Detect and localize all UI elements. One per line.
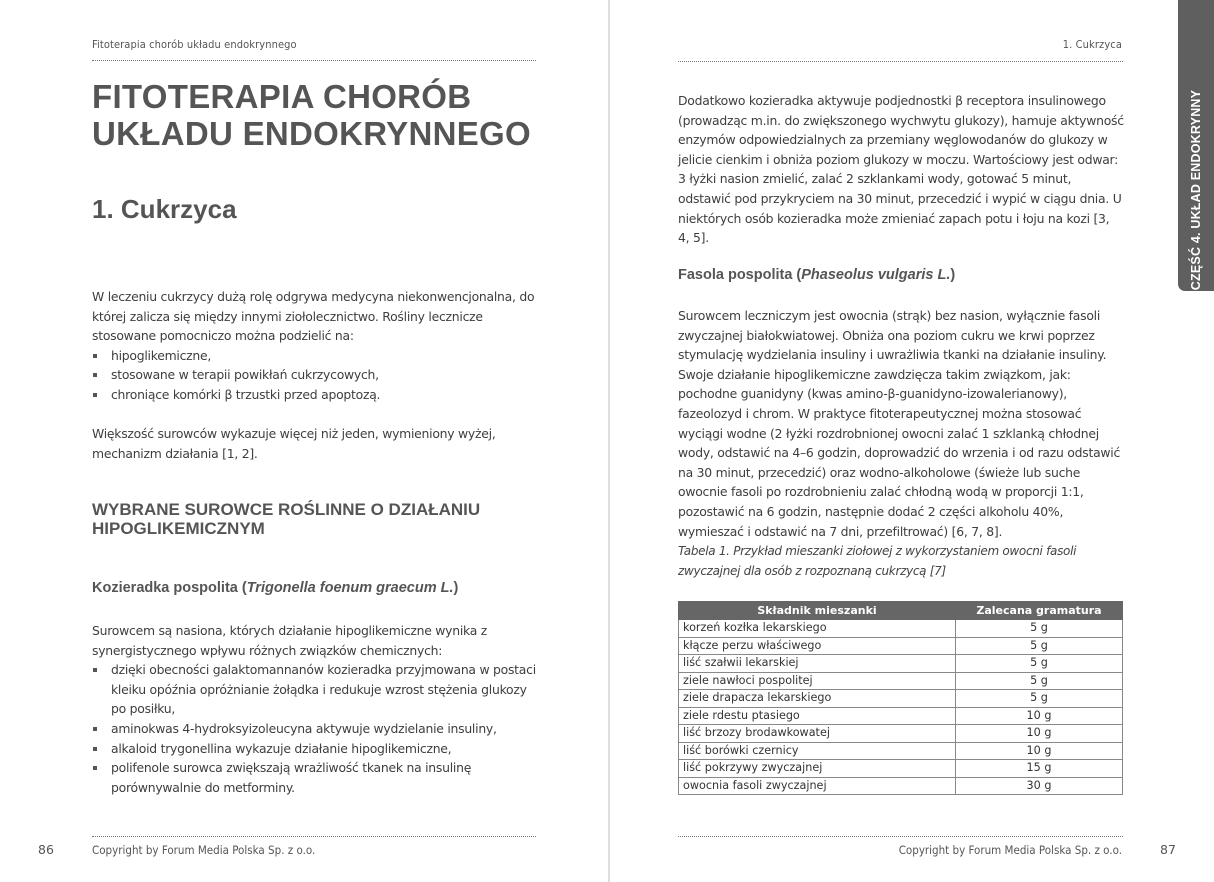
copyright-footer: Copyright by Forum Media Polska Sp. z o.o. [92, 843, 316, 857]
list-item: dzięki obecności galaktomannanów kozieradka przyjmowana w postaci kleiku opóźnia opróżnianie żołądka i redukuje wzrost stężenia glukozy po posiłku, [92, 660, 538, 719]
herbal-mix-table [678, 601, 1123, 795]
page-number: 87 [1160, 842, 1176, 857]
dose-cell: 5 g [956, 672, 1123, 690]
table-row [679, 725, 1123, 743]
subsection-heading-line-2: HIPOGLIKEMICZNYM [92, 519, 265, 538]
intro-note: Większość surowców wykazuje więcej niż jeden, wymieniony wyżej, mechanizm działania [1, 2]. [92, 426, 496, 461]
ingredient-cell: owocnia fasoli zwyczajnej [679, 777, 956, 795]
running-head: 1. Cukrzyca [1062, 38, 1122, 51]
plant-heading-fasola [678, 267, 955, 283]
ingredient-cell: korzeń kozłka lekarskiego [679, 620, 956, 638]
section-thumb-tab [1178, 0, 1214, 291]
table-row [679, 777, 1123, 795]
header-divider [678, 61, 1123, 62]
ingredient-cell: ziele drapacza lekarskiego [679, 690, 956, 708]
plant-latin-name: Phaseolus vulgaris L. [801, 267, 951, 283]
ingredient-cell: liść borówki czernicy [679, 742, 956, 760]
ingredient-cell: kłącze perzu właściwego [679, 637, 956, 655]
ingredient-cell: ziele rdestu ptasiego [679, 707, 956, 725]
kozieradka-paragraph: Surowcem są nasiona, których działanie hipoglikemiczne wynika z synergistycznego wpływu różnych związków chemicznych: [92, 623, 488, 658]
dose-cell: 10 g [956, 742, 1123, 760]
dose-cell: 5 g [956, 690, 1123, 708]
copyright-footer: Copyright by Forum Media Polska Sp. z o.o. [898, 843, 1122, 857]
plant-name: Fasola pospolita ( [678, 267, 802, 283]
ingredient-cell: liść szałwii lekarskiej [679, 655, 956, 673]
table-row [679, 707, 1123, 725]
chapter-title-line-1: FITOTERAPIA CHORÓB [92, 78, 472, 115]
list-item: aminokwas 4-hydroksyizoleucyna aktywuje wydzielanie insuliny, [92, 719, 538, 739]
list-item: polifenole surowca zwiększają wrażliwość tkanek na insulinę porównywalnie do metforminy. [92, 758, 538, 797]
fasola-paragraph: Surowcem leczniczym jest owocnia (strąk) bez nasion, wyłącznie fasoli zwyczajnej białokwiatowej. Obniża ona poziom cukru we krwi poprzez stymulację wydzielania insuliny i uwrażliwia tkanki na działanie insuliny. Swoje działanie hipoglikemiczne zawdzięcza takim związkom, jak: pochodne guanidyny (kwas amino-β-guanidyno-izowalerianowy), fazeolozyd i chrom. W praktyce fitoterapeutycznej można stosować wyciągi wodne (2 łyżki rozdrobnionej owocni zalać 1 szklanką chłodnej wody, odstawić na 4–6 godzin, doprowadzić do wrzenia i od razu odstawić na 30 minut, przecedzić) oraz wodno-alkoholowe (świeże lub suche owocnie fasoli po rozdrobnieniu zalać chłodną wodą w proporcji 1:1, pozostawić na 6 godzin, następnie dodać 2 części alkoholu 40%, wymieszać i odstawić na 7 dni, przefiltrować) [6, 7, 8]. [678, 308, 1121, 539]
running-head: Fitoterapia chorób układu endokrynnego [92, 38, 297, 51]
kozieradka-paragraph-2: Dodatkowo kozieradka aktywuje podjednostki β receptora insulinowego (prowadząc m.in. do zwiększonego wychwytu glukozy), hamuje aktywność enzymów odpowiedzialnych za przemiany węglowodanów do glukozy w jelicie cienkim i obniża poziom glukozy w moczu. Wartościowy jest odwar: 3 łyżki nasion zmielić, zalać 2 szklankami wody, gotować 5 minut, odstawić pod przykryciem na 30 minut, przecedzić i wypić w ciągu dnia. U niektórych osób kozieradka może zmieniać zapach potu i łoju na kozi [3, 4, 5]. [678, 93, 1124, 246]
dose-cell: 5 g [956, 620, 1123, 638]
list-item: alkaloid trygonellina wykazuje działanie hipoglikemiczne, [92, 739, 538, 759]
table-row [679, 655, 1123, 673]
section-title: 1. Cukrzyca [92, 194, 237, 224]
ingredient-cell: liść brzozy brodawkowatej [679, 725, 956, 743]
dose-cell: 5 g [956, 637, 1123, 655]
intro-paragraph: W leczeniu cukrzycy dużą rolę odgrywa medycyna niekonwencjonalna, do której zalicza się między innymi ziołolecznictwo. Rośliny lecznicze stosowane pomocniczo można podzielić na: [92, 289, 535, 344]
ingredient-cell: liść pokrzywy zwyczajnej [679, 760, 956, 778]
section-thumb-label: CZĘŚĆ 4. UKŁAD ENDOKRYNNY [1189, 89, 1203, 291]
paren-close: ) [950, 267, 956, 283]
plant-latin-name: Trigonella foenum graecum L. [246, 580, 454, 596]
plant-name: Kozieradka pospolita ( [92, 580, 247, 596]
fasola-block [678, 306, 1124, 541]
dose-cell: 10 g [956, 707, 1123, 725]
dose-cell: 5 g [956, 655, 1123, 673]
list-item: hipoglikemiczne, [92, 346, 538, 366]
subsection-heading-line-1: WYBRANE SUROWCE ROŚLINNE O DZIAŁANIU [92, 500, 481, 519]
table-row [679, 637, 1123, 655]
dose-cell: 10 g [956, 725, 1123, 743]
table-header-row [679, 602, 1123, 620]
table-caption: Tabela 1. Przykład mieszanki ziołowej z wykorzystaniem owocni fasoli zwyczajnej dla osób z rozpoznaną cukrzycą [7] [678, 544, 1077, 578]
list-item: stosowane w terapii powikłań cukrzycowych, [92, 365, 538, 385]
paren-close: ) [453, 580, 459, 596]
chapter-title-line-2: UKŁADU ENDOKRYNNEGO [92, 115, 531, 152]
ingredient-cell: ziele nawłoci pospolitej [679, 672, 956, 690]
table-row [679, 760, 1123, 778]
column-header-dose: Zalecana gramatura [956, 602, 1123, 620]
kozieradka-continued [678, 91, 1124, 248]
footer-divider [678, 836, 1123, 837]
column-header-ingredient: Składnik mieszanki [679, 602, 956, 620]
page-number: 86 [38, 842, 54, 857]
dose-cell: 15 g [956, 760, 1123, 778]
table-row [679, 672, 1123, 690]
table-row [679, 620, 1123, 638]
table-row [679, 690, 1123, 708]
table-row [679, 742, 1123, 760]
list-item: chroniące komórki β trzustki przed apoptozą. [92, 385, 538, 405]
dose-cell: 30 g [956, 777, 1123, 795]
